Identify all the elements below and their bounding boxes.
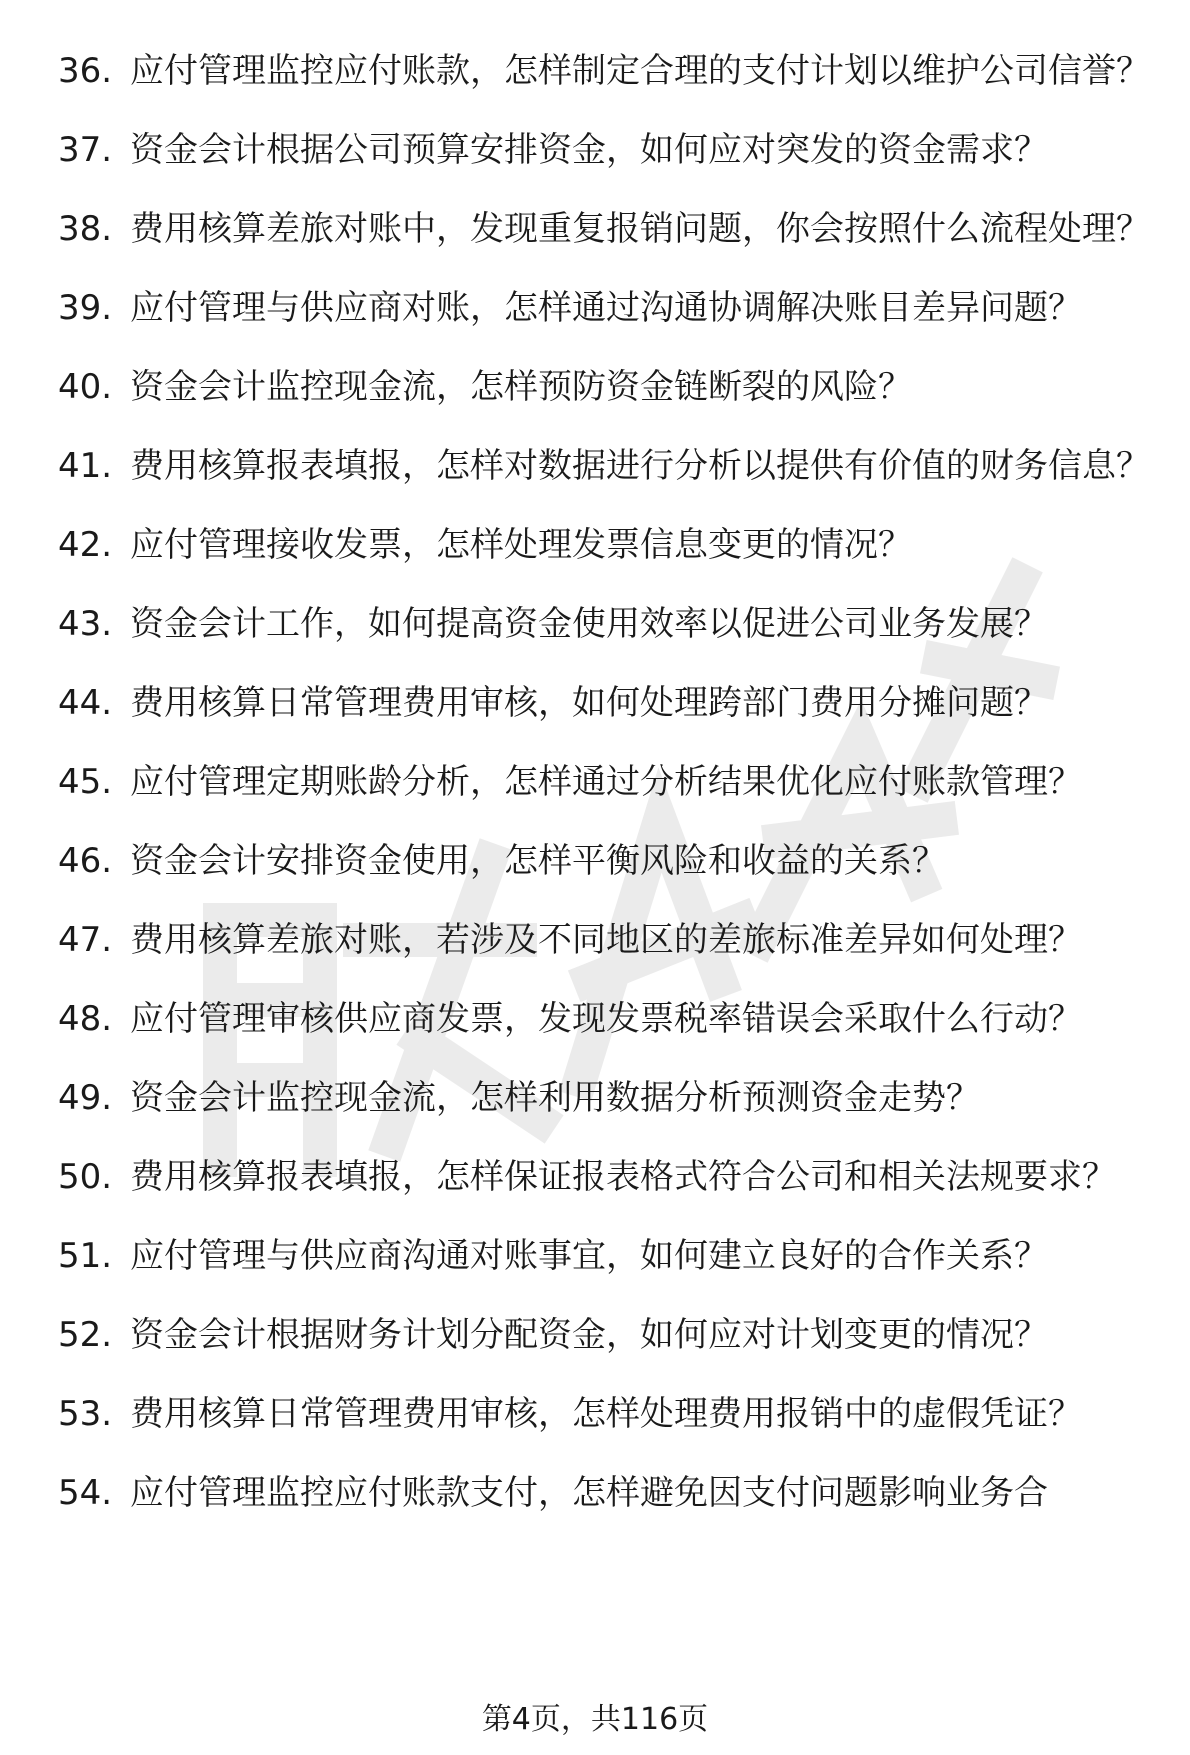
- list-item: [0, 761, 1190, 803]
- list-item: [0, 919, 1190, 961]
- question-number: 49.: [58, 1078, 113, 1118]
- question-text: 费用核算报表填报，怎样对数据进行分析以提供有价值的财务信息？: [130, 446, 1150, 486]
- list-item: [0, 1235, 1190, 1277]
- question-text: 应付管理监控应付账款支付，怎样避免因支付问题影响业务合: [130, 1473, 1048, 1513]
- list-item: [0, 1156, 1190, 1198]
- question-text: 应付管理审核供应商发票，发现发票税率错误会采取什么行动？: [130, 999, 1082, 1039]
- list-item: [0, 1314, 1190, 1356]
- question-text: 资金会计根据财务计划分配资金，如何应对计划变更的情况？: [130, 1315, 1048, 1355]
- list-item: [0, 603, 1190, 645]
- question-number: 36.: [58, 51, 113, 91]
- question-number: 54.: [58, 1473, 113, 1513]
- question-number: 53.: [58, 1394, 113, 1434]
- list-item: [0, 208, 1190, 250]
- page-footer: 第4页，共116页: [481, 1702, 709, 1737]
- list-item: [0, 50, 1190, 92]
- question-text: 资金会计根据公司预算安排资金，如何应对突发的资金需求？: [130, 130, 1048, 170]
- question-text: 应付管理监控应付账款，怎样制定合理的支付计划以维护公司信誉？: [130, 51, 1150, 91]
- question-number: 51.: [58, 1236, 113, 1276]
- list-item: [0, 840, 1190, 882]
- list-item: [0, 445, 1190, 487]
- question-number: 48.: [58, 999, 113, 1039]
- question-text: 资金会计监控现金流，怎样预防资金链断裂的风险？: [130, 367, 912, 407]
- question-text: 应付管理与供应商沟通对账事宜，如何建立良好的合作关系？: [130, 1236, 1048, 1276]
- question-text: 应付管理定期账龄分析，怎样通过分析结果优化应付账款管理？: [130, 762, 1082, 802]
- question-number: 38.: [58, 209, 113, 249]
- list-item: [0, 1077, 1190, 1119]
- list-item: [0, 524, 1190, 566]
- question-number: 47.: [58, 920, 113, 960]
- question-number: 44.: [58, 683, 113, 723]
- question-number: 50.: [58, 1157, 113, 1197]
- question-text: 资金会计监控现金流，怎样利用数据分析预测资金走势？: [130, 1078, 980, 1118]
- list-item: [0, 998, 1190, 1040]
- question-text: 费用核算报表填报，怎样保证报表格式符合公司和相关法规要求？: [130, 1157, 1116, 1197]
- list-item: [0, 682, 1190, 724]
- question-number: 37.: [58, 130, 113, 170]
- question-text: 资金会计安排资金使用，怎样平衡风险和收益的关系？: [130, 841, 946, 881]
- question-number: 43.: [58, 604, 113, 644]
- question-number: 41.: [58, 446, 113, 486]
- question-text: 费用核算日常管理费用审核，如何处理跨部门费用分摊问题？: [130, 683, 1048, 723]
- question-text: 应付管理接收发票，怎样处理发票信息变更的情况？: [130, 525, 912, 565]
- list-item: [0, 366, 1190, 408]
- question-text: 资金会计工作，如何提高资金使用效率以促进公司业务发展？: [130, 604, 1048, 644]
- question-number: 42.: [58, 525, 113, 565]
- question-text: 费用核算差旅对账中，发现重复报销问题，你会按照什么流程处理？: [130, 209, 1150, 249]
- question-number: 46.: [58, 841, 113, 881]
- question-text: 费用核算日常管理费用审核，怎样处理费用报销中的虚假凭证？: [130, 1394, 1082, 1434]
- question-number: 40.: [58, 367, 113, 407]
- question-number: 39.: [58, 288, 113, 328]
- question-text: 应付管理与供应商对账，怎样通过沟通协调解决账目差异问题？: [130, 288, 1082, 328]
- list-item: [0, 287, 1190, 329]
- question-list: [0, 50, 1190, 1551]
- question-number: 52.: [58, 1315, 113, 1355]
- list-item: [0, 129, 1190, 171]
- list-item: [0, 1393, 1190, 1435]
- list-item: [0, 1472, 1190, 1514]
- question-text: 费用核算差旅对账，若涉及不同地区的差旅标准差异如何处理？: [130, 920, 1082, 960]
- question-number: 45.: [58, 762, 113, 802]
